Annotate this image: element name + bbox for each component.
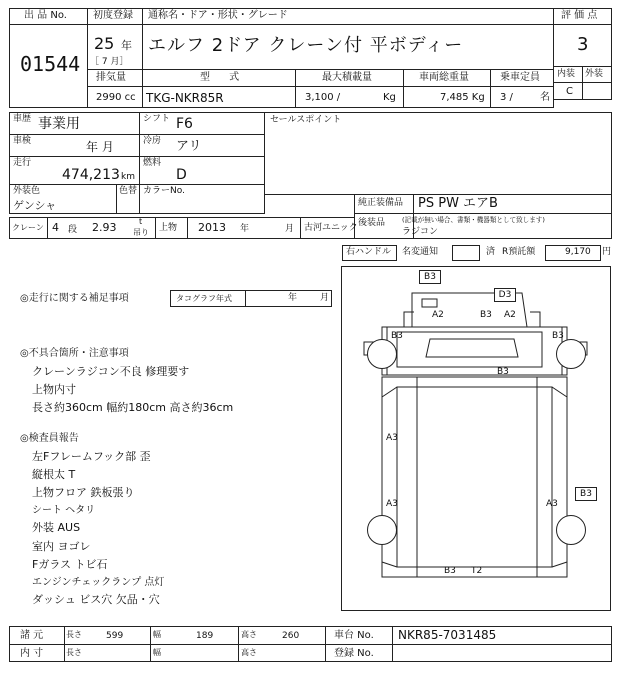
- mileage-value: 474,213: [62, 167, 120, 183]
- damage-mark: A3: [546, 499, 558, 509]
- grade-score: 3: [577, 34, 589, 55]
- truck-outline: [342, 267, 610, 610]
- damage-mark: A3: [386, 433, 398, 443]
- inspector-line: 外装 AUS: [32, 521, 81, 534]
- damage-diagram: [341, 266, 611, 611]
- tachograph-label: タコグラフ年式: [176, 294, 232, 303]
- width-label: 幅: [153, 630, 161, 639]
- color-value: ゲンシャ: [13, 199, 57, 212]
- registration-label: 登録 No.: [334, 648, 374, 659]
- mileage-unit: km: [121, 172, 135, 182]
- defects-title: ◎不具合箇所・注意事項: [20, 348, 129, 359]
- first-reg-label: 初度登録: [93, 10, 133, 21]
- loader-year: 2013: [198, 221, 226, 234]
- damage-mark: B3: [497, 367, 509, 377]
- inner-height-label: 高さ: [241, 648, 257, 657]
- shift-value: F6: [176, 116, 193, 132]
- mileage-label: 走行: [13, 158, 32, 168]
- gross-weight-value: 7,485 Kg: [440, 92, 485, 103]
- fuel-value: D: [176, 167, 187, 183]
- ac-value: アリ: [176, 139, 202, 154]
- displacement-value: 2990 cc: [96, 92, 136, 103]
- capacity-label: 乗車定員: [500, 72, 540, 83]
- inspector-line: 左Fフレームフック部 歪: [32, 450, 151, 463]
- reg-year: 25: [94, 34, 115, 53]
- interior-grade: C: [566, 86, 573, 97]
- aftermarket-label: 後装品: [358, 218, 386, 228]
- sales-point-label: セールスポイント: [270, 115, 342, 125]
- damage-mark: B3: [552, 331, 564, 341]
- damage-mark: D3: [494, 288, 516, 302]
- inner-width-label: 幅: [153, 648, 161, 657]
- recycle-fee-unit: 円: [602, 247, 612, 257]
- reg-month: ［ 7 月］: [90, 57, 129, 67]
- damage-mark: B3: [575, 487, 597, 501]
- damage-mark: B3: [419, 270, 441, 284]
- damage-mark: B3: [480, 310, 492, 320]
- history-value: 事業用: [38, 116, 80, 132]
- exterior-label: 外装: [585, 69, 604, 79]
- recycle-fee-value: 9,170: [565, 247, 591, 257]
- ac-label: 冷房: [143, 136, 162, 146]
- wheel-front-right: [556, 339, 586, 369]
- lot-no-label: 出 品 No.: [24, 10, 67, 21]
- crane-label: クレーン: [12, 223, 44, 232]
- inspection-label: 車検: [13, 136, 32, 146]
- equipment-label: 純正装備品: [358, 198, 404, 208]
- aftermarket-value: ラジコン: [402, 227, 439, 237]
- loader-year-unit: 年: [240, 224, 250, 234]
- defect-line: クレーンラジコン不良 修理要す: [32, 365, 190, 378]
- driving-notes-label: ◎走行に関する補足事項: [20, 293, 129, 304]
- chassis-label: 車台 No.: [334, 630, 374, 641]
- color-label: 外装色: [13, 186, 41, 196]
- inspector-title: ◎検査員報告: [20, 433, 79, 444]
- wheel-rear-right: [556, 515, 586, 545]
- inspector-line: 上物フロア 鉄板張り: [32, 486, 135, 499]
- crane-stages-unit: 段: [68, 225, 78, 235]
- crane-capacity-unit-bottom: 吊り: [133, 228, 149, 237]
- shift-label: シフト: [143, 114, 171, 124]
- aftermarket-note: (記載が無い場合、書類・機器類として致します): [402, 216, 545, 224]
- loader-month-unit: 月: [285, 224, 295, 234]
- grade-label: 評 価 点: [561, 10, 598, 21]
- size-label: 諸 元: [20, 630, 44, 641]
- model-label: 型 式: [200, 72, 248, 83]
- color-no-label: カラーNo.: [143, 186, 185, 196]
- inspector-line: ダッシュ ビス穴 欠品・穴: [32, 593, 160, 606]
- crane-capacity-unit-top: t: [139, 217, 143, 226]
- reg-year-unit: 年: [121, 39, 132, 52]
- capacity-value: 3 /: [500, 92, 513, 103]
- inspector-line: 縦根太 T: [32, 468, 76, 481]
- length-value: 599: [106, 631, 124, 641]
- color-change-label: 色替: [119, 186, 138, 196]
- defect-line: 上物内寸: [32, 383, 76, 396]
- recycle-fee-label: R預託額: [502, 247, 536, 257]
- height-label: 高さ: [241, 630, 257, 639]
- name-change-box: [452, 245, 480, 261]
- damage-mark: B3: [444, 566, 456, 576]
- history-label: 車歴: [13, 114, 32, 124]
- model-value: TKG-NKR85R: [146, 91, 224, 105]
- lot-number: 01544: [20, 52, 81, 76]
- tachograph-month: 月: [320, 293, 330, 303]
- interior-label: 内装: [557, 69, 576, 79]
- capacity-unit: 名: [540, 92, 550, 103]
- crane-stages: 4: [52, 221, 59, 234]
- gross-weight-label: 車両総重量: [419, 72, 469, 83]
- steering-value: 右ハンドル: [346, 247, 392, 257]
- inspection-value: 年 月: [86, 140, 114, 154]
- width-value: 189: [196, 631, 214, 641]
- max-load-label: 最大積載量: [322, 72, 372, 83]
- loader-label: 上物: [159, 223, 178, 233]
- damage-mark: T2: [471, 566, 483, 576]
- max-load-unit: Kg: [383, 92, 396, 103]
- max-load-value: 3,100 /: [305, 92, 341, 103]
- defect-line: 長さ約360cm 幅約180cm 高さ約36cm: [32, 401, 234, 414]
- inspector-line: エンジンチェックランプ 点灯: [32, 577, 165, 588]
- inspector-line: シート ヘタリ: [32, 505, 96, 516]
- wheel-front-left: [367, 339, 397, 369]
- recycle-done-label: 済: [486, 247, 496, 257]
- inner-dims-label: 内 寸: [20, 648, 44, 659]
- inspector-line: Fガラス トビ石: [32, 558, 108, 571]
- fuel-label: 燃料: [143, 158, 162, 168]
- tachograph-year: 年: [288, 293, 298, 303]
- chassis-value: NKR85-7031485: [398, 628, 497, 642]
- length-label: 長さ: [66, 630, 82, 639]
- damage-mark: B3: [391, 331, 403, 341]
- damage-mark: A2: [504, 310, 516, 320]
- wheel-rear-left: [367, 515, 397, 545]
- vehicle-title-label: 通称名・ドア・形状・グレード: [148, 10, 288, 21]
- damage-mark: A2: [432, 310, 444, 320]
- equipment-value: PS PW エアB: [418, 196, 498, 211]
- inspector-line: 室内 ヨゴレ: [32, 540, 91, 553]
- inner-length-label: 長さ: [66, 648, 82, 657]
- vehicle-name: エルフ 2ドア クレーン付 平ボディー: [148, 35, 464, 56]
- crane-capacity: 2.93: [92, 221, 117, 234]
- loader-maker: 古河ユニック: [304, 223, 358, 233]
- damage-mark: A3: [386, 499, 398, 509]
- height-value: 260: [282, 631, 300, 641]
- displacement-label: 排気量: [96, 72, 126, 83]
- name-change-label: 名変通知: [402, 247, 439, 257]
